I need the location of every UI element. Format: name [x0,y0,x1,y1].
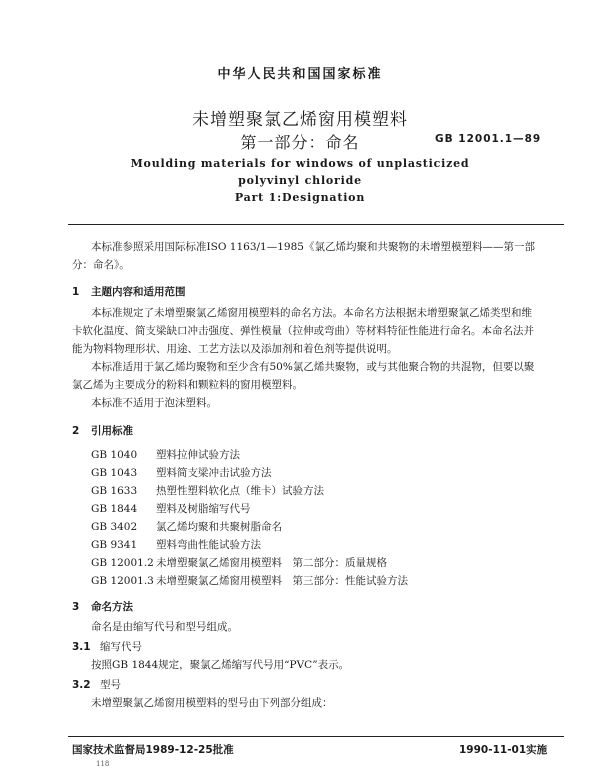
subsection-3-2-text: 未增塑聚氯乙烯窗用模塑料的型号由下列部分组成： [91,697,333,709]
reference-code: GB 1844 [91,503,138,515]
section3-number: 3 [72,601,80,613]
reference-title: 未增塑聚氯乙烯窗用模塑料 第二部分：质量规格 [156,557,387,569]
section1-number: 1 [72,286,80,298]
subsection-3-2-heading: 型号 [100,679,121,691]
subsection-3-2-number: 3.2 [72,679,91,691]
reference-item [91,500,251,518]
section1-para2-line2: 氯乙烯为主要成分的粉料和颗粒料的窗用模塑料。 [72,379,303,391]
approval-date: 国家技术监督局1989-12-25批准 [72,744,234,756]
document-title-line1: 未增塑聚氯乙烯窗用模塑料 [192,110,408,130]
section1-para1-line3: 能为物料物理形状、用途、工艺方法以及添加剂和着色剂等提供说明。 [72,343,398,355]
section2-heading: 引用标准 [91,425,133,437]
reference-item [91,536,261,554]
reference-item [91,554,387,572]
reference-title: 塑料弯曲性能试验方法 [156,539,261,551]
reference-code: GB 1633 [91,485,138,497]
section3-intro: 命名是由缩写代号和型号组成。 [91,621,238,633]
page-number: 118 [96,760,110,768]
reference-title: 塑料简支梁冲击试验方法 [156,467,272,479]
implementation-date: 1990-11-01实施 [459,744,548,756]
section1-para3: 本标准不适用于泡沫塑料。 [91,397,217,409]
reference-item [91,518,282,536]
reference-title: 塑料及树脂缩写代号 [156,503,251,515]
intro-line1: 本标准参照采用国际标准ISO 1163/1—1985《氯乙烯均聚和共聚物的未增塑模塑料——第一部 [91,241,535,253]
national-standard-heading: 中华人民共和国国家标准 [217,67,383,82]
subsection-3-1-text: 按照GB 1844规定，聚氯乙烯缩写代号用“PVC”表示。 [91,659,350,671]
reference-title: 氯乙烯均聚和共聚树脂命名 [156,521,282,533]
english-title-line2: polyvinyl chloride [238,174,362,187]
footer-divider [68,736,564,737]
document-title-line2: 第一部分：命名 [240,133,360,152]
section1-para1-line2: 卡软化温度、简支梁缺口冲击强度、弹性模量（拉伸或弯曲）等材料特征性能进行命名。本命名法并 [72,325,534,337]
reference-code: GB 9341 [91,539,138,551]
reference-item [91,446,240,464]
english-part-title: Part 1:Designation [234,191,366,204]
subsection-3-1-heading: 缩写代号 [100,641,142,653]
english-title-line1: Moulding materials for windows of unplasticized [130,157,470,170]
section1-para1-line1: 本标准规定了未增塑聚氯乙烯窗用模塑料的命名方法。本命名方法根据未增塑聚氯乙烯类型和维 [91,307,532,319]
standard-number: GB 12001.1—89 [435,133,542,145]
section1-para2-line1: 本标准适用于氯乙烯均聚物和至少含有50%氯乙烯共聚物，或与其他聚合物的共混物，但要以聚 [91,361,535,373]
reference-item [91,482,324,500]
reference-code: GB 1043 [91,467,138,479]
header-divider [68,224,564,225]
reference-code: GB 12001.3 [91,575,154,587]
reference-title: 热塑性塑料软化点（维卡）试验方法 [156,485,324,497]
reference-code: GB 3402 [91,521,138,533]
subsection-3-1-number: 3.1 [72,641,91,653]
reference-code: GB 1040 [91,449,138,461]
reference-title: 未增塑聚氯乙烯窗用模塑料 第三部分：性能试验方法 [156,575,408,587]
reference-code: GB 12001.2 [91,557,154,569]
intro-line2: 分：命名》。 [72,259,130,271]
reference-item [91,464,272,482]
reference-item [91,572,408,590]
section3-heading: 命名方法 [91,601,133,613]
section1-heading: 主题内容和适用范围 [91,286,186,298]
section2-number: 2 [72,425,80,437]
reference-title: 塑料拉伸试验方法 [156,449,240,461]
